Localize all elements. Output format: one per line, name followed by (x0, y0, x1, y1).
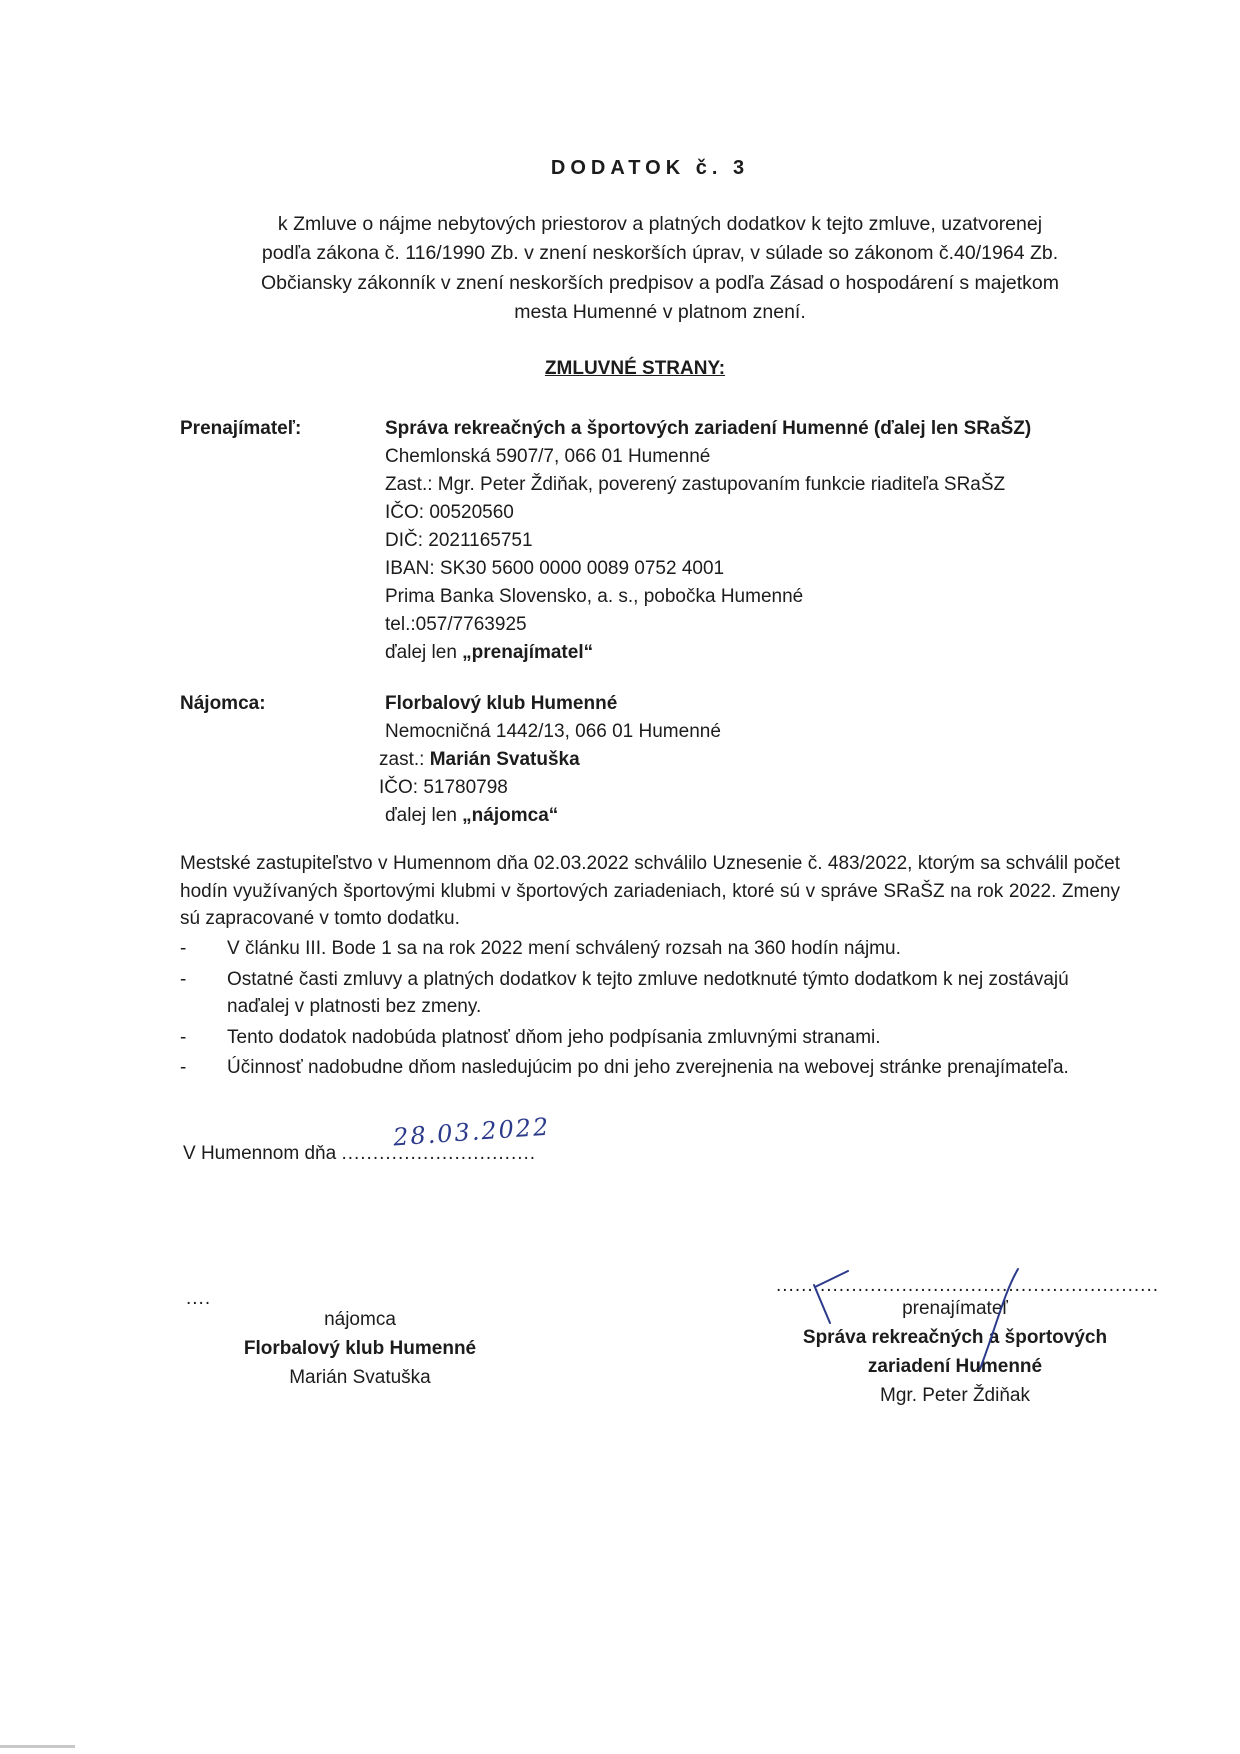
landlord-dic: DIČ: 2021165751 (385, 530, 533, 551)
rep-name: Marián Svatuška (429, 749, 580, 770)
further-prefix: ďalej len (385, 805, 463, 826)
handwritten-signature (808, 1265, 1088, 1385)
tenant-org: Florbalový klub Humenné (243, 1338, 477, 1359)
landlord-further-ref (385, 639, 1085, 667)
landlord-ico: IČO: 00520560 (385, 502, 514, 523)
further-term: „prenajímatel“ (462, 642, 594, 663)
list-item-text: V článku III. Bode 1 sa na rok 2022 mení schválený rozsah na 360 hodín nájmu. (227, 938, 901, 959)
date-label: V Humennom dňa (183, 1143, 337, 1164)
landlord-name: Správa rekreačných a športových zariadení Humenné (ďalej len SRaŠZ) (385, 418, 1032, 439)
tenant-person: Marián Svatuška (289, 1367, 431, 1388)
tenant-address: Nemocničná 1442/13, 066 01 Humenné (385, 721, 721, 742)
landlord-label: Prenajímateľ: (180, 418, 302, 439)
amendment-list (180, 935, 1120, 1085)
tenant-role: nájomca (324, 1309, 396, 1330)
intro-line: Občiansky zákonník v znení neskorších predpisov a podľa Zásad o hospodárení s majetkom (260, 271, 1060, 294)
list-item-text: Ostatné časti zmluvy a platných dodatkov k tejto zmluve nedotknuté týmto dodatkom k nej zostávajú naďalej v platnosti bez zmeny. (227, 968, 1069, 1018)
landlord-signature-line: ............................................................. (776, 1275, 1160, 1296)
tenant-name: Florbalový klub Humenné (385, 693, 618, 714)
landlord-role: prenajímateľ (902, 1298, 1008, 1319)
list-item (180, 966, 1120, 1021)
landlord-address: Chemlonská 5907/7, 066 01 Humenné (385, 446, 711, 467)
landlord-person: Mgr. Peter Ždiňak (880, 1385, 1030, 1406)
landlord-bank: Prima Banka Slovensko, a. s., pobočka Humenné (385, 586, 804, 607)
tenant-signature-block (200, 1306, 520, 1393)
list-item (180, 935, 1120, 963)
intro-paragraph (220, 210, 1100, 327)
further-term: „nájomca“ (462, 805, 559, 826)
date-dotted-line: ............................... (341, 1143, 537, 1164)
tenant-label: Nájomca: (180, 693, 266, 714)
body-paragraph: Mestské zastupiteľstvo v Humennom dňa 02.03.2022 schválilo Uznesenie č. 483/2022, ktorým sa schválil počet hodín využívaných športovými klubmi v športových zariadeniach, ktoré sú v správe SRaŠZ na rok 2022. Zmeny sú zapracované v tomto dodatku. (180, 853, 1120, 930)
list-item (180, 1054, 1120, 1082)
intro-line: mesta Humenné v platnom znení. (514, 300, 806, 323)
landlord-org-line: Správa rekreačných a športových (802, 1327, 1108, 1348)
scan-edge-artifact (0, 1745, 75, 1748)
bullet-dash: - (180, 1026, 187, 1048)
tenant-further-ref (385, 802, 1085, 830)
tenant-representative (379, 746, 1085, 774)
handwritten-date: 28.03.2022 (392, 1112, 552, 1152)
parties-heading: ZMLUVNÉ STRANY: (544, 358, 726, 379)
intro-line: k Zmluve o nájme nebytových priestorov a platných dodatkov k tejto zmluve, uzatvorenej (277, 213, 1043, 235)
intro-line: podľa zákona č. 116/1990 Zb. v znení neskorších úprav, v súlade so zákonom č.40/1964 Zb. (261, 242, 1059, 265)
landlord-iban: IBAN: SK30 5600 0000 0089 0752 4001 (385, 558, 725, 579)
document-title: DODATOK č. 3 (550, 157, 750, 179)
further-prefix: ďalej len (385, 642, 463, 663)
rep-prefix: zast.: (379, 749, 430, 770)
landlord-org-line: zariadení Humenné (867, 1356, 1043, 1377)
bullet-dash: - (180, 938, 187, 959)
tenant-ico: IČO: 51780798 (379, 777, 508, 798)
list-item (180, 1024, 1120, 1052)
tenant-signature-line: .... (186, 1288, 212, 1309)
list-item-text: Účinnosť nadobudne dňom nasledujúcim po dni jeho zverejnenia na webovej stránke prenajímateľa. (227, 1057, 1069, 1079)
landlord-representative: Zast.: Mgr. Peter Ždiňak, poverený zastupovaním funkcie riaditeľa SRaŠZ (385, 474, 1006, 495)
bullet-dash: - (180, 968, 187, 990)
list-item-text: Tento dodatok nadobúda platnosť dňom jeho podpísania zmluvnými stranami. (227, 1026, 881, 1048)
bullet-dash: - (180, 1057, 187, 1079)
landlord-phone: tel.:057/7763925 (385, 614, 527, 635)
